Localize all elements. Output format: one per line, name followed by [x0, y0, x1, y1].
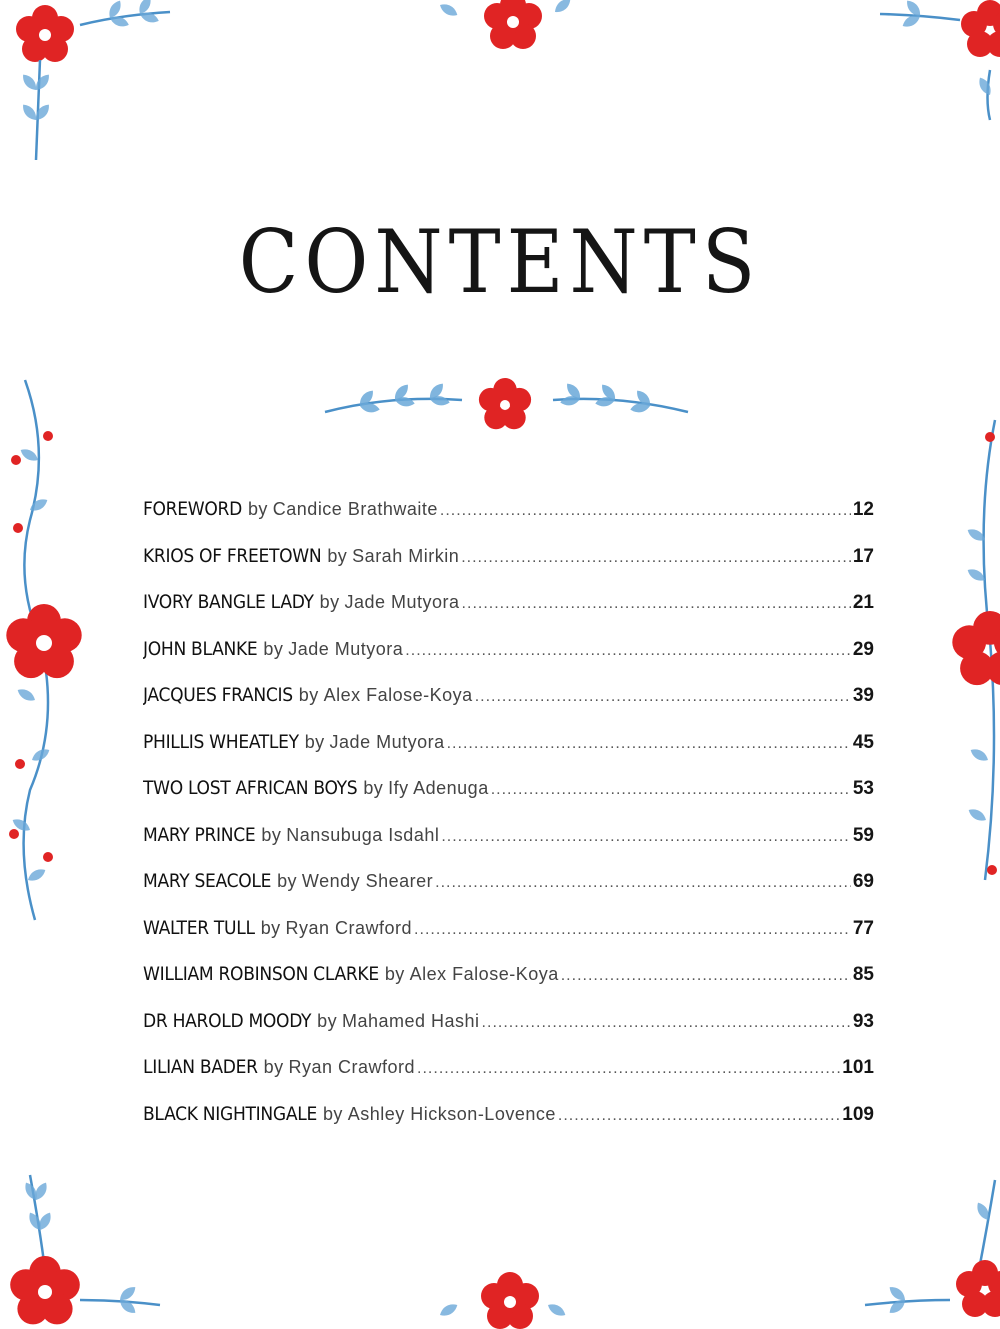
by-label: by: [261, 824, 282, 845]
entry-author: Ryan Crawford: [285, 917, 413, 938]
by-label: by: [319, 592, 340, 612]
by-label: by: [327, 545, 348, 566]
entry-author: Mahamed Hashi: [341, 1010, 480, 1031]
toc-entry[interactable]: [143, 490, 874, 537]
entry-author: Jade Mutyora: [329, 731, 445, 752]
entry-page-number: 39: [852, 685, 874, 706]
by-label: by: [317, 1010, 337, 1031]
entry-title: BLACK NIGHTINGALE: [143, 1102, 317, 1125]
dot-leader: [561, 957, 851, 995]
entry-page-number: 59: [852, 824, 874, 846]
toc-entry[interactable]: [143, 583, 874, 630]
dot-leader: [461, 539, 851, 577]
toc-entry[interactable]: [143, 816, 874, 863]
entry-title: PHILLIS WHEATLEY: [143, 730, 299, 753]
entry-page-number: 69: [852, 871, 874, 892]
by-label: by: [298, 685, 319, 705]
by-label: by: [277, 871, 297, 891]
entry-page-number: 21: [852, 592, 874, 613]
toc-entry[interactable]: [143, 955, 874, 1002]
dot-leader: [462, 585, 851, 623]
toc-entry[interactable]: [143, 537, 874, 584]
table-of-contents: [143, 490, 874, 1141]
entry-page-number: 85: [852, 964, 874, 985]
entry-author: Ashley Hickson-Lovence: [347, 1103, 556, 1124]
by-label: by: [363, 778, 384, 798]
entry-title: DR HAROLD MOODY: [143, 1009, 312, 1032]
entry-page-number: 77: [852, 917, 874, 939]
dot-leader: [558, 1097, 840, 1135]
entry-author: Ryan Crawford: [288, 1057, 416, 1077]
dot-leader: [447, 725, 851, 763]
by-label: by: [263, 1057, 284, 1077]
toc-entry[interactable]: [143, 676, 874, 723]
entry-page-number: 29: [852, 638, 874, 660]
entry-title: MARY PRINCE: [143, 823, 256, 846]
by-label: by: [247, 499, 268, 519]
toc-entry[interactable]: [143, 862, 874, 909]
entry-title: TWO LOST AFRICAN BOYS: [143, 777, 358, 799]
page-title: CONTENTS: [238, 212, 762, 314]
entry-title: KRIOS OF FREETOWN: [143, 544, 322, 567]
by-label: by: [304, 731, 325, 752]
toc-entry[interactable]: [143, 630, 874, 677]
entry-author: Alex Falose-Koya: [323, 685, 473, 705]
toc-entry[interactable]: [143, 1095, 874, 1142]
toc-entry[interactable]: [143, 909, 874, 956]
entry-title: WALTER TULL: [143, 916, 255, 939]
entry-page-number: 109: [842, 1103, 874, 1125]
dot-leader: [441, 818, 851, 856]
dot-leader: [417, 1050, 840, 1088]
toc-entry[interactable]: [143, 1002, 874, 1049]
entry-author: Alex Falose-Koya: [409, 964, 559, 984]
dot-leader: [475, 678, 851, 716]
entry-page-number: 12: [852, 499, 874, 520]
entry-author: Wendy Shearer: [301, 871, 434, 891]
dot-leader: [414, 911, 851, 949]
entry-author: Candice Brathwaite: [272, 499, 438, 519]
entry-title: JACQUES FRANCIS: [143, 684, 293, 706]
dot-leader: [491, 771, 851, 809]
entry-page-number: 101: [842, 1057, 874, 1078]
dot-leader: [405, 632, 851, 670]
entry-title: MARY SEACOLE: [143, 870, 272, 892]
entry-page-number: 45: [852, 731, 874, 753]
entry-title: WILLIAM ROBINSON CLARKE: [143, 963, 379, 985]
by-label: by: [322, 1103, 343, 1124]
entry-author: Jade Mutyora: [344, 592, 460, 612]
dot-leader: [482, 1004, 851, 1042]
entry-title: FOREWORD: [143, 498, 242, 520]
toc-entry[interactable]: [143, 723, 874, 770]
entry-author: Nansubuga Isdahl: [286, 824, 440, 845]
entry-author: Ify Adenuga: [388, 778, 489, 798]
dot-leader: [435, 864, 851, 902]
entry-page-number: 17: [852, 545, 874, 567]
entry-title: LILIAN BADER: [143, 1056, 258, 1078]
dot-leader: [440, 492, 851, 530]
entry-author: Sarah Mirkin: [352, 545, 460, 566]
entry-title: IVORY BANGLE LADY: [143, 591, 314, 613]
by-label: by: [260, 917, 281, 938]
entry-title: JOHN BLANKE: [143, 637, 258, 660]
entry-page-number: 53: [852, 778, 874, 799]
entry-author: Jade Mutyora: [288, 638, 404, 659]
toc-entry[interactable]: [143, 1048, 874, 1095]
by-label: by: [263, 638, 284, 659]
by-label: by: [384, 964, 405, 984]
toc-entry[interactable]: [143, 769, 874, 816]
entry-page-number: 93: [852, 1010, 874, 1032]
